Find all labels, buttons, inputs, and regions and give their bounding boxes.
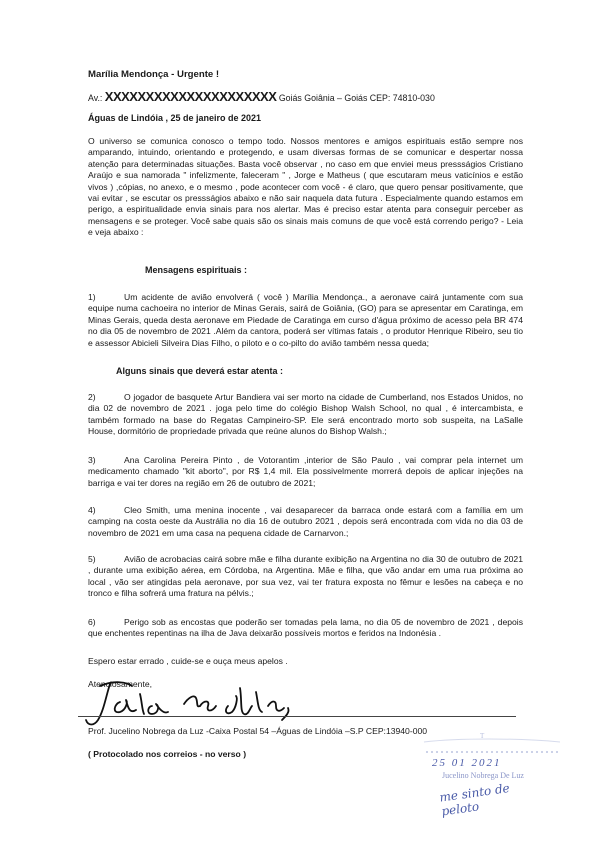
item-text: Perigo sob as encostas que poderão ser tomadas pela lama, no dia 05 de novembro de 2021 , depois que enchentes repentinas na ilha de Java deixarão possíveis mortos e feridos na Indonésia . [88, 617, 523, 639]
item-text: Cleo Smith, uma menina inocente , vai desaparecer da barraca onde estará com a família em um camping na costa oeste da Austrália no dia 16 de outubro 2021 , depois será encontrada com vida no dia 03 de novembro de 2021 em uma casa na pequena cidade de Carnarvon.; [88, 505, 523, 538]
address-redacted: XXXXXXXXXXXXXXXXXXXXX [104, 89, 277, 104]
intro-paragraph: O universo se comunica conosco o tempo todo. Nossos mentores e amigos espirituais estão sempre nos amparando, intuindo, orientando e protegendo, e usam diversas formas de se comunicar e despertar nossa atenção para determinadas situações. Basta você observar , no caso em que enviei meus pressságios Cristiano Araújo e sua namorada " infelizmente, faleceram " , Jorge e Matheus ( que escutaram meus vaticínios e estão vivos ) ,cópias, no anexo, e o mesmo , pode acontecer com você - é claro, que quero pensar positivamente, que vai evitar , se escutar os pressságios abaixo e não sair naquela data futura . Especialmente quando estamos em perigo, a espiritualidade envia sinais para nos alertar. Mas é preciso estar atenta para conseguir perceber as mensagens e se proteger. Você sabe quais são os sinais mais comuns de que você está correndo perigo? - Leia e veja abaixo : [88, 136, 523, 238]
signature-rule [78, 716, 516, 717]
item-text: Um acidente de avião envolverá ( você ) Marília Mendonça., a aeronave cairá juntamente com sua equipe numa cachoeira no interior de Minas Gerais, sairá de Goiânia, (GO) para se apresentar em Caratinga, em Minas Gerais, queda desta aeronave em Piedade de Caratinga em curso d'água próximo de acesso pela BR 474 no dia 05 de novembro de 2021 .Além da cantora, poderá ser vítimas fatais , o produtor Henrique Ribeiro, seu tio e assessor Abicieli Silveira Dias Filho, o piloto e o co-pilto do avião também nessa queda; [88, 292, 523, 348]
stamp-date: 25 01 2021 [432, 757, 502, 769]
list-item-3 [88, 455, 523, 489]
handwritten-signature [80, 676, 350, 732]
stamp-handwriting: me sinto de peloto [438, 780, 511, 819]
section-title-signs: Alguns sinais que deverá estar atenta : [116, 366, 284, 376]
item-number: 6) [88, 617, 96, 627]
place-date: Águas de Lindóia , 25 de janeiro de 2021 [88, 113, 262, 123]
signature-line: Prof. Jucelino Nobrega da Luz -Caixa Postal 54 –Águas de Lindóia –S.P CEP:13940-000 [88, 726, 428, 736]
stamp-faded-text: T [480, 732, 485, 740]
letter-title: Marília Mendonça - Urgente ! [88, 69, 220, 80]
address-suffix: Goiás Goiânia – Goiás CEP: 74810-030 [278, 93, 435, 103]
list-item-1 [88, 292, 523, 349]
footer-note: ( Protocolado nos correios - no verso ) [88, 749, 247, 759]
item-text: Ana Carolina Pereira Pinto , de Votorantim ,interior de São Paulo , vai comprar pela internet um medicamento chamado "kit aborto", por R$ 1,4 mil. Ela possivelmente morrerá depois de aplicar injeções na barriga e vai ter dores na região em 26 de outubro de 2021; [88, 455, 523, 488]
item-number: 2) [88, 392, 96, 402]
item-number: 3) [88, 455, 96, 465]
address-prefix: Av.: [88, 93, 103, 103]
item-number: 5) [88, 554, 96, 564]
list-item-6 [88, 617, 523, 640]
item-number: 4) [88, 505, 96, 515]
section-title-messages: Mensagens espirituais : [145, 265, 248, 275]
address-line [88, 91, 435, 104]
item-text: O jogador de basquete Artur Bandiera vai ser morto na cidade de Cumberland, nos Estados Unidos, no dia 02 de novembro de 2021 . joga pelo time do colégio Bishop Walsh School, no qual , é intercambista, e também formado na base do Regatas Campineiro-SP. Ele será encontrado morto sob suspeita, na LaSalle House, dormitório de propriedade privada que reúne alunos do Bishop Walsh.; [88, 392, 523, 437]
closing-line: Espero estar errado , cuide-se e ouça meus apelos . [88, 656, 288, 666]
salutation: Atenciosamente, [88, 679, 153, 689]
list-item-2 [88, 392, 523, 438]
list-item-5 [88, 554, 523, 600]
list-item-4 [88, 505, 523, 539]
stamp-name: Jucelino Nobrega De Luz [442, 771, 524, 780]
item-number: 1) [88, 292, 96, 302]
item-text: Avião de acrobacias cairá sobre mãe e filha durante exibição na Argentina no dia 30 de outubro de 2021 , durante uma exibição aérea, em Córdoba, na Argentina. Mãe e filha, que vão andar em uma rua próxima ao local , vão ser atingidas pela aeronave, por sua vez, vai ter fratura exposta no fêmur e lesões na cabeça e no tronco e filha sofrerá uma fratura na pélvis.; [88, 554, 523, 599]
